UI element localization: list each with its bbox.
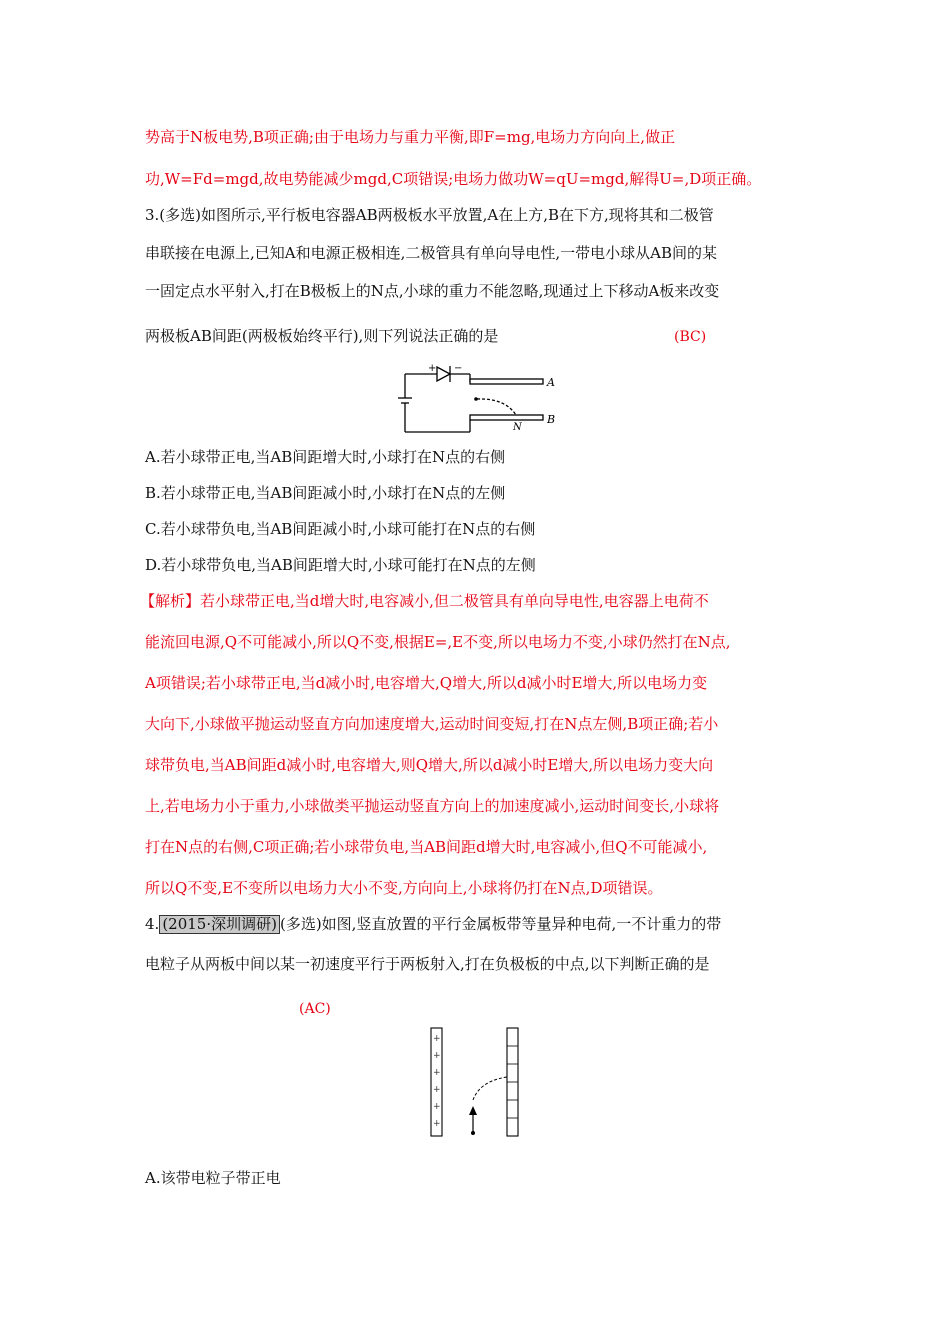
- q3-stem-line: 3.(多选)如图所示,平行板电容器AB两极板水平放置,A在上方,B在下方,现将其和二极管: [145, 206, 714, 224]
- plus-sign: +: [428, 363, 437, 374]
- q3-answer: (BC): [674, 329, 707, 345]
- q3-analysis-line: 上,若电场力小于重力,小球做类平抛运动竖直方向上的加速度减小,运动时间变长,小球将: [145, 797, 720, 815]
- plate-a-label: A: [547, 376, 555, 389]
- solution-line: 功,W=Fd=mgd,故电势能减少mgd,C项错误;电场力做功W=qU=mgd,解得U=,D项正确。: [145, 170, 762, 188]
- q3-option-d: D.若小球带负电,当AB间距增大时,小球可能打在N点的左侧: [145, 556, 536, 574]
- q4-stem-line: 电粒子从两板中间以某一初速度平行于两板射入,打在负极板的中点,以下判断正确的是: [145, 955, 710, 973]
- q4-option-a: A.该带电粒子带正电: [145, 1169, 281, 1187]
- q3-option-a: A.若小球带正电,当AB间距增大时,小球打在N点的右侧: [145, 448, 506, 466]
- q4-number: 4.: [145, 915, 160, 933]
- q3-stem-line: 串联接在电源上,已知A和电源正极相连,二极管具有单向导电性,一带电小球从AB间的某: [145, 244, 717, 262]
- source-badge: (2015·深圳调研): [159, 915, 280, 934]
- plus-sign: +: [433, 1119, 441, 1129]
- point-n-label: N: [513, 422, 522, 433]
- q4-stem-line: 4. (2015·深圳调研) (多选)如图,竖直放置的平行金属板带等量异种电荷,一不计重力的带: [145, 915, 722, 933]
- q3-option-c: C.若小球带负电,当AB间距减小时,小球可能打在N点的右侧: [145, 520, 536, 538]
- q3-stem-line: 两极板AB间距(两极板始终平行),则下列说法正确的是: [145, 327, 499, 345]
- plus-sign: +: [433, 1085, 441, 1095]
- q3-analysis-line: 大向下,小球做平抛运动竖直方向加速度增大,运动时间变短,打在N点左侧,B项正确;若小: [145, 715, 719, 733]
- q3-analysis-line: 所以Q不变,E不变所以电场力大小不变,方向向上,小球将仍打在N点,D项错误。: [145, 879, 663, 897]
- plus-sign: +: [433, 1034, 441, 1044]
- minus-sign: −: [454, 363, 463, 374]
- plus-sign: +: [433, 1068, 441, 1078]
- q4-plates-figure: [425, 1025, 525, 1140]
- plus-sign: +: [433, 1051, 441, 1061]
- q3-circuit-figure: [395, 360, 565, 440]
- plate-b-label: B: [547, 413, 556, 426]
- q3-analysis-line: 球带负电,当AB间距d减小时,电容增大,则Q增大,所以d减小时E增大,所以电场力变大向: [145, 756, 714, 774]
- q3-analysis-line: 能流回电源,Q不可能减小,所以Q不变,根据E=,E不变,所以电场力不变,小球仍然打在N点,: [145, 633, 731, 651]
- q3-stem-line: 一固定点水平射入,打在B极板上的N点,小球的重力不能忽略,现通过上下移动A板来改变: [145, 282, 720, 300]
- q4-answer: (AC): [299, 1001, 331, 1017]
- q3-option-b: B.若小球带正电,当AB间距减小时,小球打在N点的左侧: [145, 484, 506, 502]
- plus-sign: +: [433, 1102, 441, 1112]
- analysis-tag: 【解析】: [140, 592, 201, 610]
- solution-line: 势高于N板电势,B项正确;由于电场力与重力平衡,即F=mg,电场力方向向上,做正: [145, 128, 676, 146]
- q3-analysis-line: 【解析】若小球带正电,当d增大时,电容减小,但二极管具有单向导电性,电容器上电荷不: [140, 592, 709, 610]
- q3-analysis-line: 打在N点的右侧,C项正确;若小球带负电,当AB间距d增大时,电容减小,但Q不可能减小,: [145, 838, 708, 856]
- q3-analysis-line: A项错误;若小球带正电,当d减小时,电容增大,Q增大,所以d减小时E增大,所以电场力变: [145, 674, 708, 692]
